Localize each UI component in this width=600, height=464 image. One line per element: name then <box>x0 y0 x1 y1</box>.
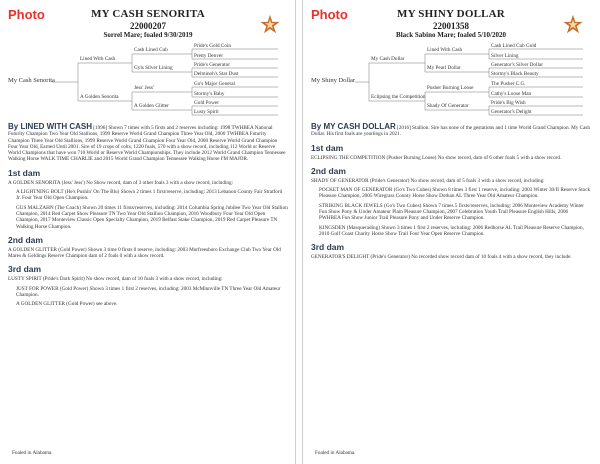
pedigree-great-grandparent: Stormy's Black Beauty <box>491 71 539 77</box>
pedigree-grandparent: Lined With Cash <box>427 47 463 53</box>
pedigree-great-grandparent: Cathy's Loose Man <box>491 91 532 97</box>
pedigree-great-grandparent: Silver Lining <box>491 53 519 59</box>
pedigree-grandparent: Gyls Silver Lining <box>134 65 173 71</box>
produce-entry: A LIGHTNING BOLT (He's Pushin' On The Blu) Shown 2 times 1 first/reserve, including: 2013 Lebanon County Fair Stratford Jr. Four Year Old Open Champion. <box>16 189 283 202</box>
sire-summary-label: By MY CASH DOLLAR <box>311 122 396 131</box>
third-dam-intro: GENERATOR'S DELIGHT (Pride's Generator) No recorded show record dam of 10 foals 4 with a show record, they include. <box>311 254 572 261</box>
produce-entry: STRIKING BLACK JEWELS (Go's Two Cubes) Shown 7 times 5 firsts/reserves, including: 2006 Monteview Academy Winter Fun Show Pony & Under Amateur Plain Pleasure Champion, 2007 Celebration Youth Trail Pleasure English Hills, 2006 PWHBEA Fun Show Junior Trail Pleasure Pony and Under Reserve Champion. <box>319 202 584 222</box>
pedigree-great-grandparent: The Pusher C.G. <box>491 81 526 87</box>
sire-summary <box>311 124 591 138</box>
third-dam-intro: LUSTY SPIRIT (Pride's Dark Spirit) No show record, dam of 10 foals 3 with a show record, including: <box>8 276 223 283</box>
pedigree-great-grandparent: Go's Major General <box>194 81 235 87</box>
first-dam-intro: A GOLDEN SENORITA (Jess' Jess') No Show record, dam of 3 other foals 3 with a show record, including: <box>8 179 234 186</box>
produce-entry: KINGSDEN (Masquerading) Shown 3 times 1 first 2 reserves, including: 2006 Redhorse AL Trail Pleasure Reserve Champion, 2010 Gulf Coast Charity Horse Show Trail Four Year Open Reserve Champion. <box>319 224 584 237</box>
produce-entry: A GOLDEN GLITTER (Gold Power) see above. <box>16 301 118 308</box>
produce-record <box>8 124 288 311</box>
produce-entry: JUST FOR POWER (Gold Power) Shown 3 times 1 first 2 reserves, including: 2003 McMinnville TN Three Year Old Amateur Champion. <box>16 285 281 299</box>
pedigree-sire: Lined With Cash <box>80 56 116 62</box>
pedigree-great-grandparent: Cash Lined Cub Gold <box>491 43 537 49</box>
sire-summary-text: [2016] Stallion. Sire has none of the gestations and 1 time World Grand Champion. My Cash Dollar. His first foals are yearlings in 2021. <box>311 125 591 138</box>
pedigree-chart <box>311 44 591 120</box>
produce-record <box>311 124 591 264</box>
pedigree-chart <box>8 44 288 120</box>
pedigree-great-grandparent: Pride's Big Wish <box>491 100 526 106</box>
pedigree-subject: My Cash Senorita <box>8 77 55 84</box>
catalog-page-1 <box>0 0 296 464</box>
sire-summary-text: [1996] Shown 7 times with 5 firsts and 2 reserves including: 1998 TWHBEA National Futurity Champion Two Year Old Stallions, 1999 Reserve World Grand Champion Three Year Old, 2000 TWHBEA Futurity Champion Three Year Old Stallions, 1999 Reserve World Grand Champion Four Year Old, 2000 Reserve World Grand Champion Four Year Old, Earned Until 2001. Sire of 19 crops of colts, 1220 foals, 570 with a show record, including 112 World or Reserve World Champions that have won 710 World or Reserve World Championships. They include 2012 World Grand Champion Tennessee Walking Horse WALK TIME CHARLIE and 2015 World Grand Champion Tennessee Walking Horse I'M MAJOR. <box>8 125 286 163</box>
star-icon <box>259 14 281 36</box>
pedigree-great-grandparent: Lusty Spirit <box>194 109 219 115</box>
pedigree-great-grandparent: Pride's Gold Coin <box>194 43 231 49</box>
pedigree-grandparent: Shady Of Generator <box>427 103 469 109</box>
horse-name: MY SHINY DOLLAR <box>397 8 505 20</box>
pedigree-subject: My Shiny Dollar <box>311 77 356 84</box>
pedigree-great-grandparent: Pretty Denver <box>194 53 223 59</box>
first-dam-heading: 1st dam <box>8 167 41 178</box>
pedigree-great-grandparent: Gold Power <box>194 100 219 106</box>
registration-number: 22001358 <box>433 20 469 31</box>
pedigree-great-grandparent: Stormy's Baby <box>194 91 225 97</box>
pedigree-dam: A Golden Senorita <box>80 94 119 100</box>
pedigree-great-grandparent: Pride's Generator <box>194 62 230 68</box>
pedigree-grandparent: Jess' Jess' <box>134 85 154 91</box>
pedigree-sire: My Cash Dollar <box>371 56 405 62</box>
footer-note: Foaled in Alabama. <box>315 450 356 456</box>
second-dam-intro: A GOLDEN GLITTER (Gold Power) Shown 3 time 0 firsts 0 reserve, including: 2003 Murfreesboro Exchange Club Two Year Old Mares & Geldings Reserve Champion dam of 2 foals 0 with a show record. <box>8 246 281 260</box>
horse-header <box>60 8 236 39</box>
pedigree-grandparent: My Pearl Dollar <box>427 65 461 71</box>
pedigree-grandparent: Pusher Burning Loose <box>427 85 474 91</box>
photo-label: Photo <box>8 7 45 22</box>
star-icon <box>562 14 584 36</box>
pedigree-great-grandparent: Generator's Silver Dollar <box>491 62 543 68</box>
pedigree-grandparent: A Golden Glitter <box>134 103 169 109</box>
pedigree-grandparent: Cash Lined Cub <box>134 47 168 53</box>
second-dam-intro: SHADY OF GENERATOR (Pride's Generator) No show record, dam of 5 foals 3 with a show record, including: <box>311 177 545 184</box>
pedigree-dam: Eclipsing the Competition <box>371 94 426 100</box>
produce-entry: GUS MALZAHN (The Coach) Shown 20 times 11 firsts/reserves, including: 2014 Columbia Spring Jubilee Two Year Old Stallion Champion, 2014 Red Carpet Show Pleasure TN Two Year Old Stallion Champion, 2016 Woodbury Four Year Old Open Champion, 2017 Monteview Classic Open Specialty Champion, 2019 Belfast Stake Champion, 2019 Red Carpet Pleasure TN Walking Horse Champion. <box>16 204 288 230</box>
foaled-line: Sorrel Mare; foaled 9/30/2019 <box>103 30 193 39</box>
photo-label: Photo <box>311 7 348 22</box>
sire-summary-label: By LINED WITH CASH <box>8 122 92 131</box>
first-dam-heading: 1st dam <box>311 142 344 153</box>
registration-number: 22000207 <box>130 20 166 31</box>
produce-entry: POCKET MAN OF GENERATOR (Go's Two Cubes) Shown 8 times 3 first 1 reserve, including: 2003 Winter 30/II Reserve Stock Pleasure Champion, 2005 Wiregrass County Horse Show Dothan AL Three Year Old Amateur Champion. <box>319 187 591 200</box>
horse-name: MY CASH SENORITA <box>91 8 205 20</box>
sire-summary <box>8 124 288 163</box>
first-dam-intro: ECLIPSING THE COMPETITION (Pusher Burning Loose) No show record, dam of 6 other foals 5 with a show record. <box>311 154 562 161</box>
second-dam-heading: 2nd dam <box>8 234 43 245</box>
pedigree-great-grandparent: Delminoh's Star Dust <box>194 71 239 77</box>
third-dam-heading: 3rd dam <box>311 242 345 253</box>
foaled-line: Black Sabino Mare; foaled 5/10/2020 <box>396 30 506 39</box>
second-dam-heading: 2nd dam <box>311 165 346 176</box>
footer-note: Foaled in Alabama. <box>12 450 53 456</box>
catalog-page-2 <box>302 0 598 464</box>
third-dam-heading: 3rd dam <box>8 264 42 275</box>
pedigree-great-grandparent: Generator's Delight <box>491 109 532 115</box>
horse-header <box>363 8 539 39</box>
